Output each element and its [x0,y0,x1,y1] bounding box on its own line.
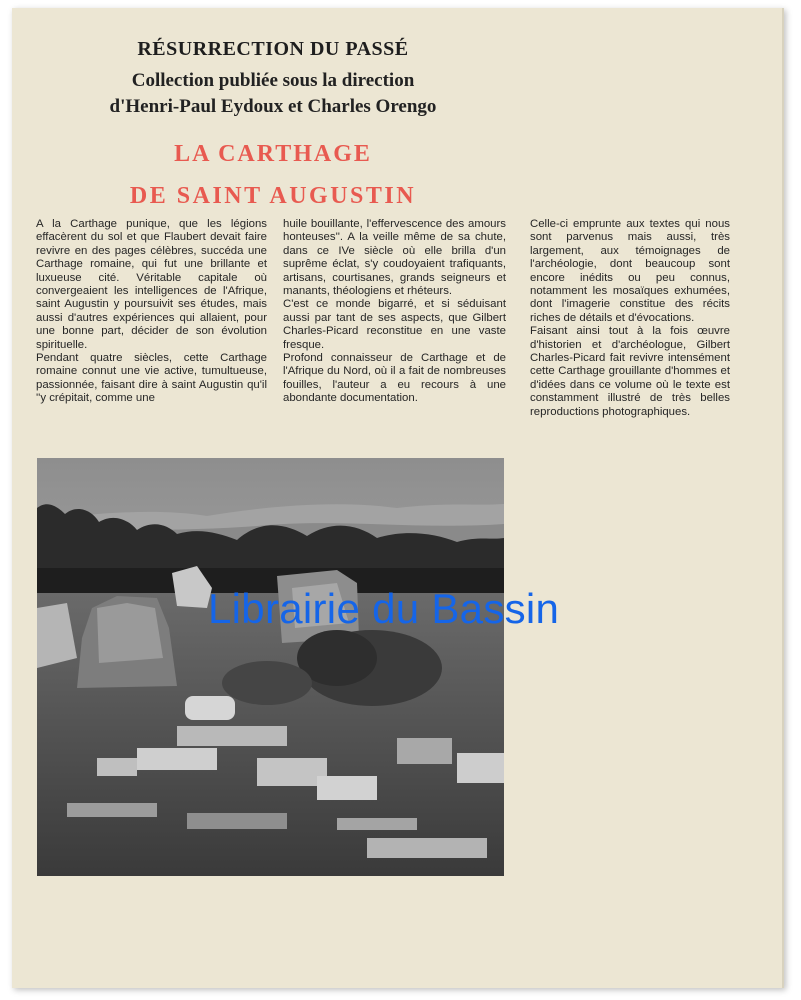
book-title-line2: DE SAINT AUGUSTIN [129,183,417,209]
paragraph: Pendant quatre siècles, cette Carthage romaine connut une vie active, tumultueuse, passionnée, faisant dire à saint Augustin qu'il ''y crépitait, comme une [36,352,267,405]
series-title: RÉSURRECTION DU PASSÉ [137,38,409,60]
text-column-2 [283,218,506,406]
paragraph: C'est ce monde bigarré, et si séduisant aussi par tant de ses aspects, que Gilbert Charles-Picard reconstitue en une vaste fresque. [283,298,506,351]
series-subtitle-line2: d'Henri-Paul Eydoux et Charles Orengo [109,96,437,117]
paragraph: Celle-ci emprunte aux textes qui nous sont parvenus mais aussi, très largement, aux témoignages de l'archéologie, dont beaucoup sont encore inédits ou peu connus, notamment les mosaïques exhumées, dont l'imagerie constitue des récits riches de détails et d'évocations. [530,218,730,324]
text-column-3 [530,218,730,419]
series-subtitle-line1: Collection publiée sous la direction [131,70,415,91]
book-title-line1: LA CARTHAGE [174,141,372,167]
ruins-photograph [37,458,504,876]
paragraph: Faisant ainsi tout à la fois œuvre d'historien et d'archéologue, Gilbert Charles-Picard fait revivre intensément cette Carthage grouillante d'hommes et d'idées dans ce volume où le texte est constamment illustré de très belles reproductions photographiques. [530,325,730,418]
paragraph: Profond connaisseur de Carthage et de l'Afrique du Nord, où il a fait de nombreuses fouilles, l'auteur a eu recours à une abondante documentation. [283,352,506,405]
paragraph: huile bouillante, l'effervescence des amours honteuses''. A la veille même de sa chute, dans ce IVe siècle où elle brilla d'un suprême éclat, s'y coudoyaient trafiquants, artisans, courtisanes, grands seigneurs et manants, théologiens et rhéteurs. [283,218,506,298]
text-column-1 [36,218,267,406]
watermark-text: Librairie du Bassin [208,585,560,632]
ruins-photograph-illustration [37,458,504,876]
paragraph: A la Carthage punique, que les légions effacèrent du sol et que Flaubert devait faire revivre en des pages célèbres, succéda une Carthage romaine, qui fut une brillante et luxueuse cité. Véritable capitale où convergeaient les intelligences de l'Afrique, saint Augustin y poursuivit ses études, mais aussi d'autres expériences qui allaient, pour une bonne part, décider de son évolution spirituelle. [36,218,267,351]
